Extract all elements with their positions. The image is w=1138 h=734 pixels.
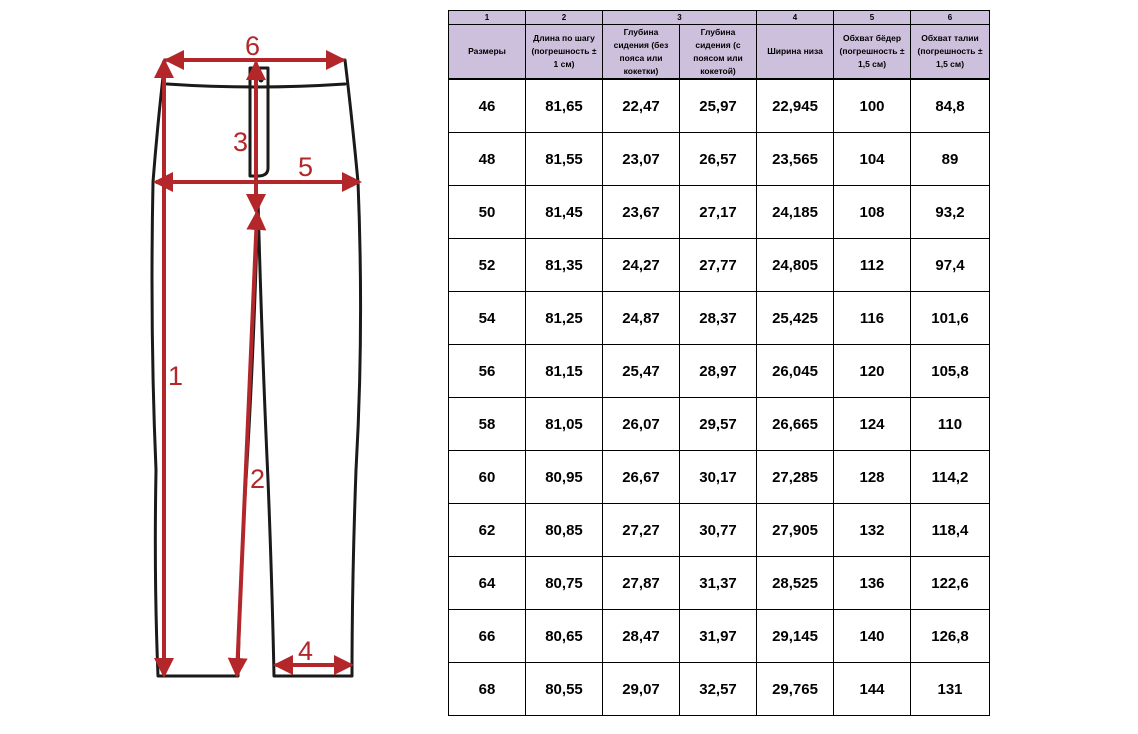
table-cell: 48	[449, 133, 526, 186]
table-cell: 84,8	[911, 79, 990, 133]
table-cell: 58	[449, 398, 526, 451]
table-cell: 26,67	[603, 451, 680, 504]
table-cell: 64	[449, 557, 526, 610]
column-number: 5	[834, 11, 911, 25]
table-cell: 128	[834, 451, 911, 504]
button-dot	[259, 78, 264, 83]
table-cell: 81,45	[526, 186, 603, 239]
table-cell: 26,07	[603, 398, 680, 451]
table-cell: 126,8	[911, 610, 990, 663]
column-number: 1	[449, 11, 526, 25]
table-cell: 30,77	[680, 504, 757, 557]
table-cell: 122,6	[911, 557, 990, 610]
table-cell: 132	[834, 504, 911, 557]
table-cell: 101,6	[911, 292, 990, 345]
label-rise: 3	[233, 127, 249, 157]
column-number: 3	[603, 11, 757, 25]
table-cell: 62	[449, 504, 526, 557]
table-cell: 93,2	[911, 186, 990, 239]
label-hem: 4	[298, 636, 314, 666]
table-cell: 28,37	[680, 292, 757, 345]
table-cell: 26,665	[757, 398, 834, 451]
table-row	[449, 451, 990, 504]
table-cell: 28,525	[757, 557, 834, 610]
table-cell: 80,85	[526, 504, 603, 557]
header-rise-no-band: Глубина сидения (без пояса или кокетки)	[603, 25, 680, 80]
table-cell: 66	[449, 610, 526, 663]
table-cell: 80,65	[526, 610, 603, 663]
table-cell: 31,97	[680, 610, 757, 663]
table-row	[449, 398, 990, 451]
header-waist: Обхват талии (погрешность ± 1,5 см)	[911, 25, 990, 80]
table-cell: 80,55	[526, 663, 603, 716]
table-cell: 114,2	[911, 451, 990, 504]
label-hip: 5	[298, 152, 314, 182]
table-cell: 22,47	[603, 79, 680, 133]
column-number: 4	[757, 11, 834, 25]
table-cell: 81,05	[526, 398, 603, 451]
table-cell: 100	[834, 79, 911, 133]
table-cell: 60	[449, 451, 526, 504]
table-row	[449, 292, 990, 345]
table-cell: 144	[834, 663, 911, 716]
table-cell: 28,47	[603, 610, 680, 663]
table-cell: 81,35	[526, 239, 603, 292]
header-rise-with-band: Глубина сидения (с поясом или кокетой)	[680, 25, 757, 80]
table-cell: 24,185	[757, 186, 834, 239]
table-body	[449, 79, 990, 716]
table-row	[449, 663, 990, 716]
table-cell: 108	[834, 186, 911, 239]
trousers-diagram	[0, 0, 440, 734]
table-cell: 81,65	[526, 79, 603, 133]
table-cell: 140	[834, 610, 911, 663]
header-size: Размеры	[449, 25, 526, 80]
table-cell: 110	[911, 398, 990, 451]
table-row	[449, 239, 990, 292]
table-cell: 25,425	[757, 292, 834, 345]
table-row	[449, 79, 990, 133]
column-number: 6	[911, 11, 990, 25]
table-cell: 25,97	[680, 79, 757, 133]
table-row	[449, 345, 990, 398]
table-cell: 80,95	[526, 451, 603, 504]
table-cell: 24,27	[603, 239, 680, 292]
table-cell: 30,17	[680, 451, 757, 504]
table-cell: 89	[911, 133, 990, 186]
header-inseam: Длина по шагу (погрешность ± 1 см)	[526, 25, 603, 80]
table-cell: 104	[834, 133, 911, 186]
table-cell: 23,07	[603, 133, 680, 186]
table-cell: 29,145	[757, 610, 834, 663]
table-cell: 68	[449, 663, 526, 716]
header-row	[449, 25, 990, 80]
table-cell: 56	[449, 345, 526, 398]
header-hip: Обхват бёдер (погрешность ± 1,5 см)	[834, 25, 911, 80]
table-cell: 81,15	[526, 345, 603, 398]
table-cell: 27,285	[757, 451, 834, 504]
table-cell: 81,55	[526, 133, 603, 186]
table-row	[449, 186, 990, 239]
table-cell: 27,27	[603, 504, 680, 557]
table-cell: 29,07	[603, 663, 680, 716]
table-cell: 29,765	[757, 663, 834, 716]
inseam-arrow	[237, 214, 257, 674]
table-cell: 120	[834, 345, 911, 398]
table-cell: 22,945	[757, 79, 834, 133]
table-cell: 27,77	[680, 239, 757, 292]
table-cell: 25,47	[603, 345, 680, 398]
table-cell: 124	[834, 398, 911, 451]
table-row	[449, 133, 990, 186]
label-inseam: 2	[250, 464, 266, 494]
table-cell: 27,17	[680, 186, 757, 239]
table-row	[449, 557, 990, 610]
table-cell: 26,045	[757, 345, 834, 398]
table-cell: 31,37	[680, 557, 757, 610]
table-cell: 97,4	[911, 239, 990, 292]
table-cell: 23,565	[757, 133, 834, 186]
measurement-arrows	[157, 60, 358, 674]
table-cell: 81,25	[526, 292, 603, 345]
table-cell: 32,57	[680, 663, 757, 716]
size-chart-table	[448, 10, 990, 716]
table-cell: 116	[834, 292, 911, 345]
table-cell: 112	[834, 239, 911, 292]
table-cell: 24,805	[757, 239, 834, 292]
table-cell: 23,67	[603, 186, 680, 239]
table-cell: 27,905	[757, 504, 834, 557]
table-cell: 105,8	[911, 345, 990, 398]
label-waist: 6	[245, 31, 261, 61]
table-cell: 131	[911, 663, 990, 716]
table-cell: 136	[834, 557, 911, 610]
table-cell: 50	[449, 186, 526, 239]
table-row	[449, 504, 990, 557]
table-cell: 46	[449, 79, 526, 133]
table-cell: 54	[449, 292, 526, 345]
label-outseam: 1	[168, 361, 184, 391]
header-hem-width: Ширина низа	[757, 25, 834, 80]
column-number: 2	[526, 11, 603, 25]
table-cell: 28,97	[680, 345, 757, 398]
table-cell: 26,57	[680, 133, 757, 186]
column-number-row	[449, 11, 990, 25]
table-row	[449, 610, 990, 663]
table-cell: 24,87	[603, 292, 680, 345]
table-cell: 27,87	[603, 557, 680, 610]
table-cell: 29,57	[680, 398, 757, 451]
table-cell: 118,4	[911, 504, 990, 557]
table-cell: 80,75	[526, 557, 603, 610]
table-cell: 52	[449, 239, 526, 292]
